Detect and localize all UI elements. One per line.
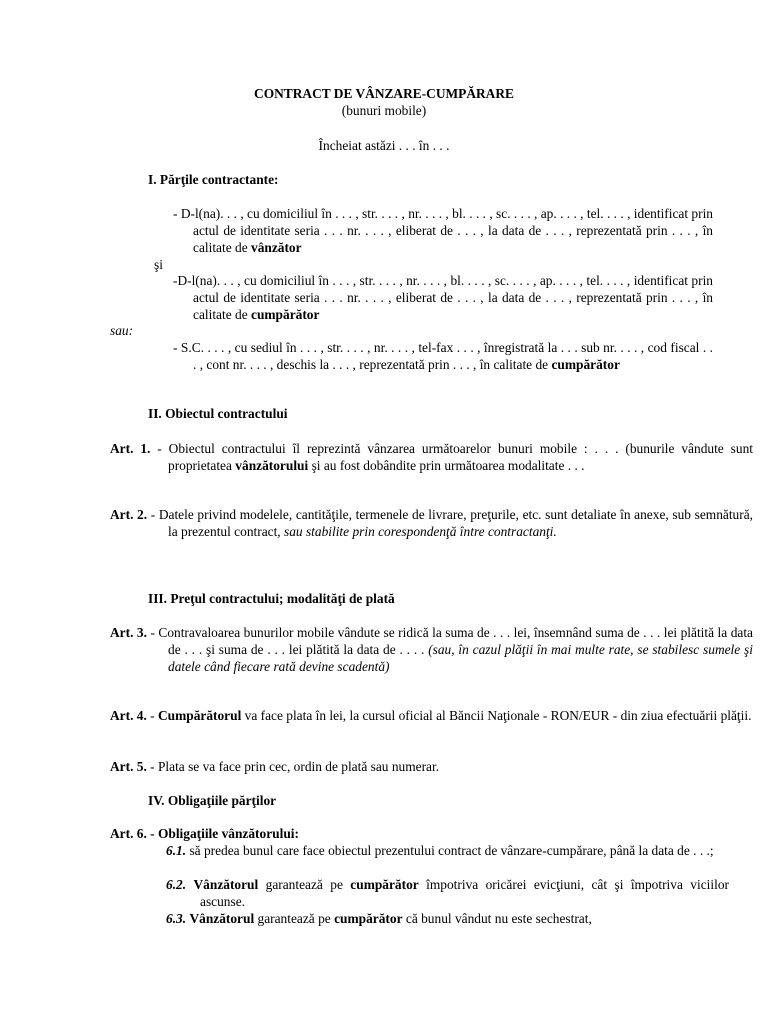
article-6-title — [110, 825, 299, 842]
point-6-2-bold-1: Vânzătorul — [193, 877, 259, 892]
party-seller-text: - D-l(na). . . , cu domiciliul în . . . , str. . . . , nr. . . . , bl. . . . , sc. . . . , ap. . . . , tel. . . . , identificat prin actul de identitate seria . . . nr. . . . , eliberat de . . . , la data de . . . , reprezentată prin . . . , în calitate de — [173, 206, 713, 255]
party-buyer-role: cumpărător — [251, 307, 320, 322]
and-conjunction: şi — [154, 257, 163, 272]
article-4-text-a: - — [146, 708, 158, 723]
point-6-3-bold-2: cumpărător — [334, 911, 403, 926]
point-6-2-number: 6.2. — [166, 877, 187, 892]
point-6-3-text-a: garantează pe — [254, 911, 335, 926]
article-3-text-a: - Contravaloarea bunurilor mobile vândute se ridică la suma de . . . lei, însemnând suma de . . . lei plătită la data de . . . şi suma de . . . lei plătită la data de . . . . — [146, 625, 753, 657]
article-5 — [110, 758, 695, 775]
party-buyer — [173, 272, 713, 323]
point-6-2-text-a: garantează pe — [258, 877, 351, 892]
article-4 — [110, 707, 760, 724]
article-6-point-1 — [166, 842, 729, 859]
article-6-point-3 — [166, 910, 729, 927]
party-company — [173, 339, 713, 373]
party-seller — [173, 205, 713, 256]
article-5-text-a: - Plata se va face prin cec, ordin de plată sau numerar. — [146, 759, 440, 774]
article-6-label: Art. 6. — [110, 826, 147, 841]
article-3-italic: (sau, în cazul plăţii în mai multe rate, se stabilesc sumele şi datele când fiecare rată devine scadentă) — [168, 642, 753, 674]
concluded-line: Încheiat astăzi . . . în . . . — [318, 138, 450, 153]
document-title: CONTRACT DE VÂNZARE-CUMPĂRARE — [254, 86, 514, 101]
party-seller-role: vânzător — [251, 240, 302, 255]
article-6-point-2 — [166, 876, 729, 910]
article-3 — [110, 624, 753, 675]
point-6-3-bold-1: Vânzătorul — [189, 911, 255, 926]
party-company-text: - S.C. . . . , cu sediul în . . . , str. . . . , nr. . . . , tel-fax . . . , înregistrată la . . . sub nr. . . . , cod fiscal . . . , cont nr. . . . , deschis la . . . , reprezentată prin . . . , în calitate de — [173, 340, 713, 372]
section-1-heading: I. Părţile contractante: — [148, 172, 279, 187]
article-1-label: Art. 1. — [110, 441, 151, 456]
article-2-label: Art. 2. — [110, 507, 148, 522]
point-6-2-text-b: împotriva oricărei evicţiuni, cât şi împotriva viciilor ascunse. — [200, 877, 729, 909]
article-1 — [110, 440, 753, 474]
section-2-heading: II. Obiectul contractului — [148, 406, 288, 421]
point-6-3-number: 6.3. — [166, 911, 187, 926]
section-3-heading: III. Preţul contractului; modalităţi de plată — [148, 591, 395, 606]
party-buyer-text: -D-l(na). . . , cu domiciliul în . . . , str. . . . , nr. . . . , bl. . . . , sc. . . . , ap. . . . , tel. . . . , identificat prin actul de identitate seria . . . nr. . . . , eliberat de . . . , la data de . . . , reprezentată prin . . . , în calitate de — [173, 273, 713, 322]
article-1-bold: vânzătorului — [235, 458, 309, 473]
article-4-label: Art. 4. — [110, 708, 147, 723]
point-6-1-number: 6.1. — [166, 843, 187, 858]
article-5-label: Art. 5. — [110, 759, 147, 774]
point-6-1-text: să predea bunul care face obiectul prezentului contract de vânzare-cumpărare, până la data de . . .; — [186, 843, 714, 858]
point-6-3-text-b: că bunul vândut nu este sechestrat, — [402, 911, 592, 926]
article-4-bold: Cumpărătorul — [157, 708, 242, 723]
party-company-role: cumpărător — [551, 357, 620, 372]
section-4-heading: IV. Obligaţiile părţilor — [148, 793, 277, 808]
article-3-label: Art. 3. — [110, 625, 147, 640]
article-6-heading: - Obligaţiile vânzătorului: — [146, 826, 299, 841]
document-subtitle: (bunuri mobile) — [341, 103, 427, 118]
point-6-2-bold-2: cumpărător — [350, 877, 419, 892]
or-conjunction: sau: — [110, 323, 134, 338]
article-1-text-a: - Obiectul contractului îl reprezintă vânzarea următoarelor bunuri mobile : . . . (bunurile vândute sunt proprietatea — [150, 441, 753, 473]
article-4-text-b: va face plata în lei, la cursul oficial al Băncii Naţionale - RON/EUR - din ziua efectuării plăţii. — [241, 708, 752, 723]
article-2-italic: sau stabilite prin corespondenţă între contractanţi. — [284, 524, 557, 539]
article-2 — [110, 506, 753, 540]
article-2-text-a: - Datele privind modelele, cantităţile, termenele de livrare, preţurile, etc. sunt detaliate în anexe, sub semnătură, la prezentul contract, — [147, 507, 753, 539]
article-1-text-b: şi au fost dobândite prin următoarea modalitate . . . — [308, 458, 585, 473]
